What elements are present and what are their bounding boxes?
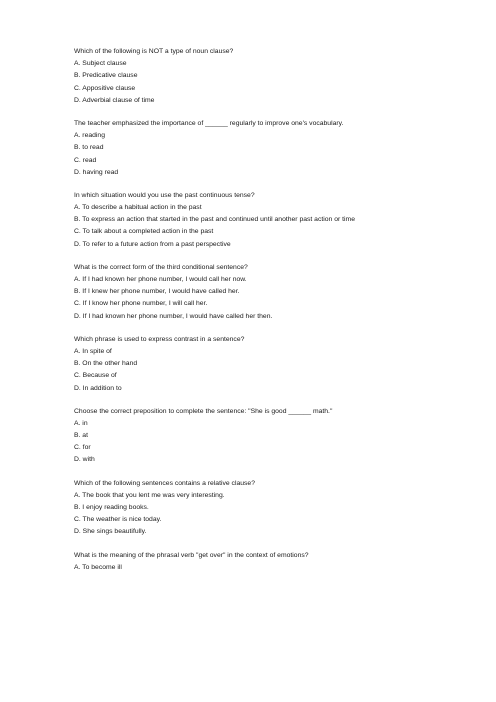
answer-option: B. To express an action that started in the past and continued until another past action or time [74, 216, 355, 224]
question-prompt: Which phrase is used to express contrast in a sentence? [74, 335, 245, 343]
question-8 [74, 550, 434, 574]
answer-option: D. having read [74, 168, 119, 176]
answer-option: B. at [74, 432, 88, 440]
answer-option: A. To become ill [74, 563, 122, 571]
question-prompt: Choose the correct preposition to complete the sentence: "She is good ______ math." [74, 407, 333, 415]
answer-option: C. If I know her phone number, I will call her. [74, 300, 208, 308]
answer-option: B. Predicative clause [74, 72, 138, 80]
question-prompt: The teacher emphasized the importance of ______ regularly to improve one's vocabulary. [74, 119, 344, 127]
answer-option: D. Adverbial clause of time [74, 96, 155, 104]
answer-option: A. In spite of [74, 347, 112, 355]
answer-option: D. To refer to a future action from a past perspective [74, 240, 231, 248]
answer-option: C. Appositive clause [74, 84, 136, 92]
answer-option: B. to read [74, 144, 104, 152]
answer-option: D. She sings beautifully. [74, 528, 147, 536]
answer-option: D. In addition to [74, 384, 122, 392]
question-6 [74, 406, 434, 467]
answer-option: A. reading [74, 132, 105, 140]
answer-option: D. with [74, 456, 95, 464]
question-prompt: Which of the following sentences contains a relative clause? [74, 479, 255, 487]
question-1 [74, 46, 434, 107]
answer-option: A. in [74, 419, 88, 427]
answer-option: A. To describe a habitual action in the past [74, 204, 202, 212]
answer-option: C. Because of [74, 372, 117, 380]
question-prompt: What is the meaning of the phrasal verb "get over" in the context of emotions? [74, 551, 309, 559]
answer-option: C. for [74, 444, 91, 452]
answer-option: C. The weather is nice today. [74, 516, 162, 524]
question-list [74, 46, 434, 585]
answer-option: A. If I had known her phone number, I would call her now. [74, 276, 247, 283]
question-prompt: In which situation would you use the past continuous tense? [74, 191, 255, 199]
answer-option: B. I enjoy reading books. [74, 504, 149, 511]
answer-option: D. If I had known her phone number, I would have called her then. [74, 312, 273, 320]
answer-option: B. If I knew her phone number, I would have called her. [74, 288, 240, 296]
answer-option: C. To talk about a completed action in the past [74, 228, 214, 236]
question-5 [74, 334, 434, 395]
answer-option: A. Subject clause [74, 60, 127, 68]
question-4 [74, 262, 434, 323]
question-3 [74, 190, 434, 251]
answer-option: A. The book that you lent me was very interesting. [74, 491, 225, 499]
answer-option: C. read [74, 156, 97, 164]
question-7 [74, 478, 434, 539]
question-2 [74, 118, 434, 179]
question-prompt: What is the correct form of the third conditional sentence? [74, 263, 248, 271]
answer-option: B. On the other hand [74, 360, 138, 368]
question-prompt: Which of the following is NOT a type of noun clause? [74, 48, 234, 55]
